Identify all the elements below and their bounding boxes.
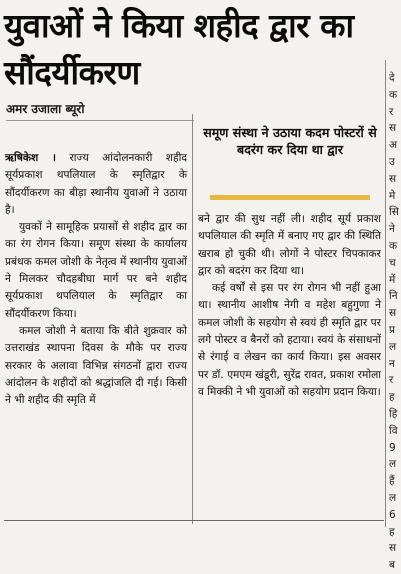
paragraph-1-text: राज्य आंदोलनकारी शहीद सूर्यप्रकाश थपलियाल के स्मृतिद्वार के सौंदर्यीकरण का बीड़ा स्थानीय युवाओं ने उठाया है।	[5, 152, 187, 216]
fragment-line: स	[389, 122, 397, 135]
fragment-line: उ	[389, 155, 395, 168]
paragraph-4: बने द्वार की सुध नहीं ली। शहीद सूर्य प्रकाश थपलियाल की स्मृति में बनाए गए द्वार की स्थिति खराब हो चुकी थी। लोगों ने पोस्टर चिपकाकर द्वार को बदरंग कर दिया था।	[198, 213, 381, 277]
fragment-line: सि	[389, 206, 399, 219]
fragment-line: हि	[389, 407, 398, 420]
paragraph-5: कई वर्षों से इस पर रंग रोगन भी नहीं हुआ था। स्थानीय आशीष नेगी व महेश बहुगुणा ने कमल जोशी के सहयोग से स्वयं ही स्मृति द्वार पर लगे पोस्टर व बैनरों को हटाया। स्वयं के संसाधनों से रंगाई व लेखन का कार्य किया। इस अवसर पर डॉ. एमएम खंडूरी, सुरेंद्र रावत, प्रकाश रमोला व मिक्की ने भी युवाओं को सहयोग प्रदान किया।	[198, 282, 381, 398]
paragraph-3: कमल जोशी ने बताया कि बीते शुक्रवार को उत्तराखंड स्थापना दिवस के मौके पर राज्य सरकार के अलावा विभिन्न संगठनों द्वारा राज्य आंदोलन के शहीदों को श्रद्धांजलि दी गई। किसी ने भी शहीद की स्मृति में	[5, 324, 187, 407]
dateline: ऋषिकेश ।	[5, 152, 57, 164]
fragment-line: मे	[389, 189, 396, 202]
fragment-line: 9	[389, 441, 396, 454]
fragment-line: अ	[389, 139, 398, 152]
adjacent-article-fragment	[389, 70, 401, 574]
fragment-line: च	[389, 256, 396, 269]
byline: अमर उजाला ब्यूरो	[6, 101, 194, 121]
fragment-line: क	[389, 239, 398, 252]
fragment-line: न	[389, 357, 395, 370]
column-divider	[192, 114, 193, 524]
fragment-line: स	[389, 307, 397, 320]
fragment-line: ल	[389, 491, 397, 504]
fragment-line: र	[389, 374, 394, 387]
fragment-line: दे	[389, 72, 395, 84]
fragment-line: प्र	[389, 323, 395, 336]
fragment-line: ब	[389, 559, 395, 572]
fragment-line: स	[389, 542, 397, 555]
fragment-line: ल	[389, 340, 397, 353]
paragraph-1	[5, 150, 187, 219]
fragment-line: क	[389, 88, 398, 101]
fragment-line: नि	[389, 290, 398, 303]
right-column-divider	[385, 60, 386, 527]
fragment-line: ह	[389, 391, 395, 404]
pull-quote-underline	[210, 195, 370, 200]
article-column-1	[5, 150, 187, 409]
pull-quote: समूण संस्था ने उठाया कदम पोस्टरों से बदरंग कर दिया था द्वार	[203, 125, 377, 157]
headline: युवाओं ने किया शहीद द्वार का सौंदर्यीकरण	[4, 6, 354, 92]
fragment-line: ह	[389, 525, 395, 538]
bottom-rule	[4, 520, 384, 521]
fragment-line: 6	[389, 508, 396, 521]
article-column-2	[198, 211, 381, 401]
fragment-line: हैं	[389, 475, 395, 488]
fragment-line: ल	[389, 458, 397, 471]
fragment-line: वि	[389, 424, 398, 437]
fragment-line: र	[389, 105, 394, 118]
paragraph-2: युवकों ने सामूहिक प्रयासों से शहीद द्वार का का रंग रोगन किया। समूण संस्था के कार्यालय प्रबंधक कमल जोशी के नेतृत्व में स्थानीय युवाओं ने मिलकर चौदहबीघा मार्ग पर बने शहीद सूर्यप्रकाश थपलियाल के स्मृतिद्वार का सौंदर्यीकरण किया।	[5, 221, 187, 320]
fragment-line: में	[389, 273, 396, 286]
fragment-line: स	[389, 172, 397, 185]
fragment-line: ने	[389, 223, 395, 236]
